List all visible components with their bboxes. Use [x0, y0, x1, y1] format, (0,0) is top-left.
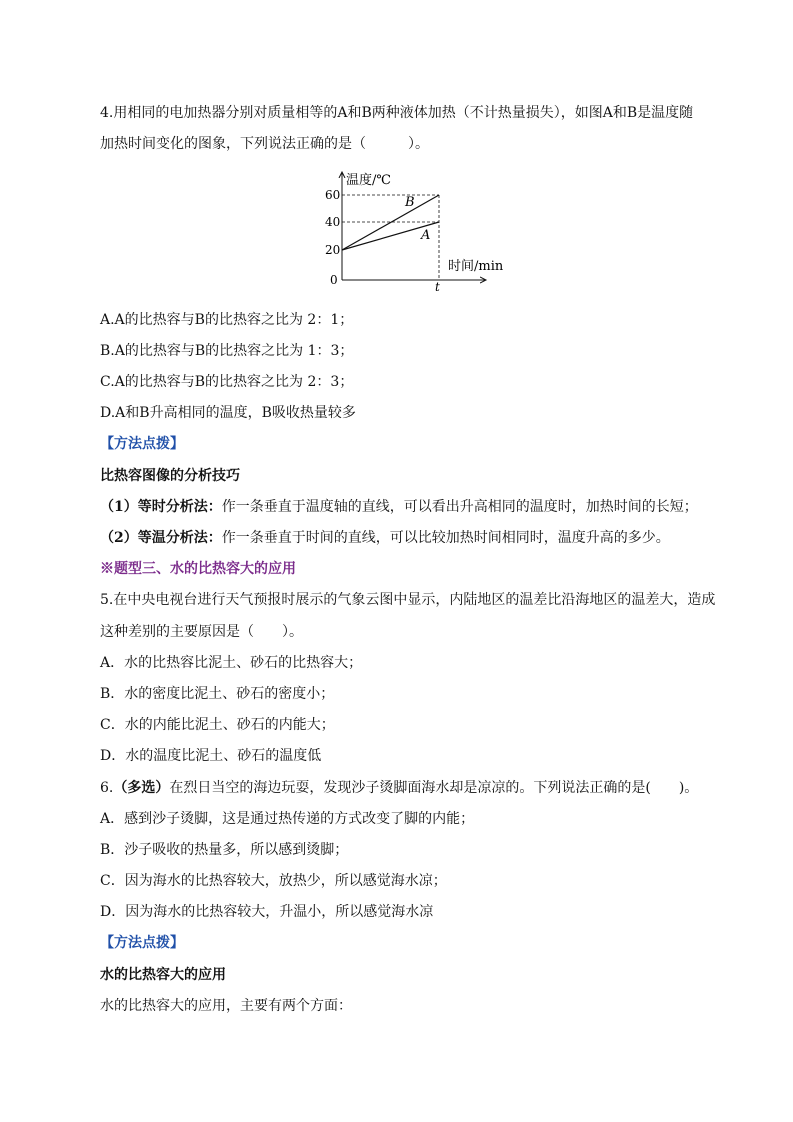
x-tick-t: t	[435, 280, 440, 294]
method-1-point-1	[100, 497, 698, 517]
method-1-subtitle: 比热容图像的分析技巧	[100, 468, 240, 484]
q5-option-b: B．水的密度比泥土、砂石的密度小；	[100, 686, 335, 702]
method-1-point-2-label: （2）等温分析法：	[100, 530, 222, 546]
method-1-point-1-label: （1）等时分析法：	[100, 499, 222, 515]
topic-3-heading: ※题型三、水的比热容大的应用	[100, 561, 296, 577]
q5-stem-line1: 5.在中央电视台进行天气预报时展示的气象云图中显示，内陆地区的温差比沿海地区的温差大，造成	[100, 592, 716, 608]
q5-option-c: C．水的内能比泥土、砂石的内能大；	[100, 717, 335, 733]
q4-option-d: D.A和B升高相同的温度，B吸收热量较多	[100, 405, 356, 421]
q4-option-c: C.A的比热容与B的比热容之比为 2：3；	[100, 374, 354, 390]
method-2-subtitle: 水的比热容大的应用	[100, 967, 226, 983]
x-axis-label: 时间/min	[448, 259, 504, 274]
q6-option-b: B．沙子吸收的热量多，所以感到烫脚；	[100, 842, 349, 858]
method-2-text: 水的比热容大的应用，主要有两个方面：	[100, 998, 352, 1014]
method-1-point-2-text: 作一条垂直于时间的直线，可以比较加热时间相同时，温度升高的多少。	[221, 530, 670, 546]
q5-option-d: D．水的温度比泥土、砂石的温度低	[100, 748, 322, 764]
y-tick-60: 60	[325, 188, 341, 202]
q6-option-a: A．感到沙子烫脚，这是通过热传递的方式改变了脚的内能；	[100, 811, 475, 827]
q6-number: 6.	[100, 780, 114, 796]
q4-option-a: A.A的比热容与B的比热容之比为 2：1；	[100, 312, 354, 328]
method-tip-heading-1: 【方法点拨】	[100, 436, 184, 452]
q4-stem-line1: 4.用相同的电加热器分别对质量相等的A和B两种液体加热（不计热量损失），如图A和B是温度随	[100, 105, 694, 121]
method-1-point-2	[100, 528, 670, 548]
method-tip-heading-2: 【方法点拨】	[100, 935, 184, 951]
y-tick-20: 20	[325, 243, 341, 257]
q4-option-b: B.A的比热容与B的比热容之比为 1：3；	[100, 343, 354, 359]
method-1-point-1-text: 作一条垂直于温度轴的直线，可以看出升高相同的温度时，加热时间的长短；	[221, 499, 698, 515]
q6-stem-text: 在烈日当空的海边玩耍，发现沙子烫脚面海水却是凉凉的。下列说法正确的是( )。	[169, 780, 699, 796]
y-tick-40: 40	[325, 215, 341, 229]
series-a-label: A	[421, 228, 431, 243]
q6-option-d: D．因为海水的比热容较大，升温小，所以感觉海水凉	[100, 904, 434, 920]
q6-option-c: C．因为海水的比热容较大，放热少，所以感觉海水凉；	[100, 873, 447, 889]
temperature-time-chart	[300, 160, 520, 295]
y-tick-0: 0	[330, 273, 338, 287]
q5-stem-line2: 这种差别的主要原因是（ ）。	[100, 624, 303, 640]
q6-multi-select-tag: （多选）	[113, 780, 170, 796]
q6-stem	[100, 778, 698, 798]
y-axis-label: 温度/℃	[346, 173, 391, 188]
q4-stem-line2: 加热时间变化的图象，下列说法正确的是（ ）。	[100, 136, 429, 152]
series-b-label: B	[405, 195, 415, 210]
q5-option-a: A．水的比热容比泥土、砂石的比热容大；	[100, 655, 363, 671]
